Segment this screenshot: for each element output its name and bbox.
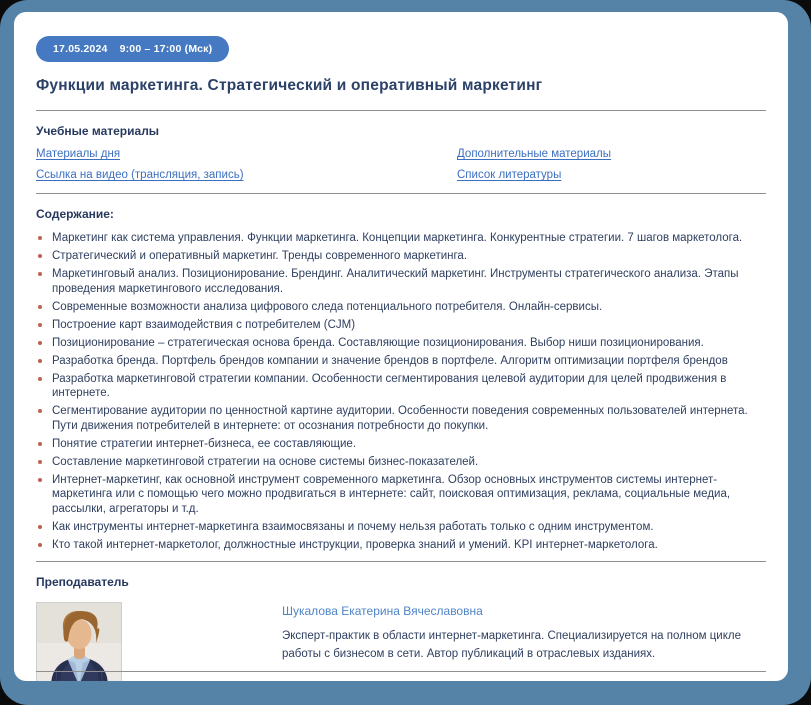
bullet-icon	[38, 442, 42, 446]
bullet-icon	[38, 341, 42, 345]
list-item	[36, 267, 766, 296]
list-item-text: Кто такой интернет-маркетолог, должностные инструкции, проверка знаний и умений. KPI интернет-маркетолога.	[52, 538, 658, 551]
divider	[36, 561, 766, 562]
teacher-block	[36, 602, 766, 681]
bullet-icon	[38, 254, 42, 258]
bullet-icon	[38, 460, 42, 464]
schedule-date: 17.05.2024	[53, 43, 108, 55]
list-item	[36, 372, 766, 401]
divider	[36, 110, 766, 111]
teacher-info	[282, 602, 766, 663]
bullet-icon	[38, 236, 42, 240]
list-item-text: Современные возможности анализа цифрового следа потенциального потребителя. Онлайн-сервисы.	[52, 300, 603, 313]
list-item-text: Интернет-маркетинг, как основной инструмент современного маркетинга. Обзор основных инструментов системы интернет-маркетинга или с помощью чего можно продвигаться в интернете: сайт, поисковая оптимизация, реклама, социальные медиа, рассылки, агрегаторы и т.д.	[52, 473, 731, 515]
list-item	[36, 354, 766, 369]
contents-heading: Содержание:	[36, 207, 114, 221]
link-day-materials[interactable]: Материалы дня	[36, 148, 121, 160]
list-item	[36, 538, 766, 553]
materials-links	[36, 148, 766, 181]
list-item-text: Стратегический и оперативный маркетинг. Тренды современного маркетинга.	[52, 250, 468, 262]
list-item-text: Маркетинговый анализ. Позиционирование. Брендинг. Аналитический маркетинг. Инструменты стратегического анализа. Этапы проведения маркетингового исследования.	[52, 268, 739, 295]
divider	[36, 193, 766, 194]
lesson-card	[14, 12, 788, 681]
list-item-text: Позиционирование – стратегическая основа бренда. Составляющие позиционирования. Выбор ниши позиционирования.	[52, 336, 704, 349]
list-item	[36, 231, 766, 246]
list-item	[36, 437, 766, 452]
materials-heading: Учебные материалы	[36, 124, 160, 138]
bullet-icon	[38, 525, 42, 529]
list-item-text: Понятие стратегии интернет-бизнеса, ее составляющие.	[52, 437, 357, 450]
list-item	[36, 336, 766, 351]
list-item-text: Разработка маркетинговой стратегии компании. Особенности сегментирования целевой аудитории для целей продвижения в интернете.	[52, 372, 727, 399]
bullet-icon	[38, 409, 42, 413]
link-additional-materials[interactable]: Дополнительные материалы	[457, 148, 612, 160]
teacher-heading: Преподаватель	[36, 575, 129, 589]
bullet-icon	[38, 377, 42, 381]
list-item	[36, 473, 766, 517]
bullet-icon	[38, 323, 42, 327]
list-item-text: Как инструменты интернет-маркетинга взаимосвязаны и почему нельзя работать только с одним инструментом.	[52, 520, 654, 533]
contents-list	[36, 231, 766, 552]
list-item-text: Маркетинг как система управления. Функции маркетинга. Концепции маркетинга. Конкурентные стратегии. 7 шагов маркетолога.	[52, 232, 743, 244]
link-reading-list[interactable]: Список литературы	[457, 169, 562, 181]
page-title: Функции маркетинга. Стратегический и оперативный маркетинг	[36, 77, 543, 94]
bullet-icon	[38, 478, 42, 482]
list-item-text: Построение карт взаимодействия с потребителем (CJM)	[52, 318, 356, 331]
list-item-text: Разработка бренда. Портфель брендов компании и значение брендов в портфеле. Алгоритм оптимизации портфеля брендов	[52, 354, 728, 367]
divider	[36, 671, 766, 672]
teacher-bio: Эксперт-практик в области интернет-маркетинга. Специализируется на полном цикле работы с бизнесом в сети. Автор публикаций в отраслевых изданиях.	[282, 630, 741, 660]
link-video[interactable]: Ссылка на видео (трансляция, запись)	[36, 169, 244, 181]
schedule-time: 9:00 – 17:00 (Мск)	[119, 43, 213, 55]
list-item	[36, 520, 766, 535]
teacher-name-link[interactable]: Шукалова Екатерина Вячеславовна	[282, 604, 483, 618]
schedule-badge	[36, 36, 229, 62]
list-item	[36, 318, 766, 333]
list-item	[36, 455, 766, 470]
bullet-icon	[38, 543, 42, 547]
bullet-icon	[38, 272, 42, 276]
bullet-icon	[38, 305, 42, 309]
list-item	[36, 300, 766, 315]
list-item	[36, 404, 766, 433]
bullet-icon	[38, 359, 42, 363]
list-item-text: Сегментирование аудитории по ценностной картине аудитории. Особенности поведения современных пользователей интернета. Пути движения потребителей в интернете: от осознания потребности до покупки.	[52, 405, 748, 432]
list-item	[36, 249, 766, 264]
teacher-photo	[36, 602, 122, 681]
list-item-text: Составление маркетинговой стратегии на основе системы бизнес-показателей.	[52, 455, 479, 468]
